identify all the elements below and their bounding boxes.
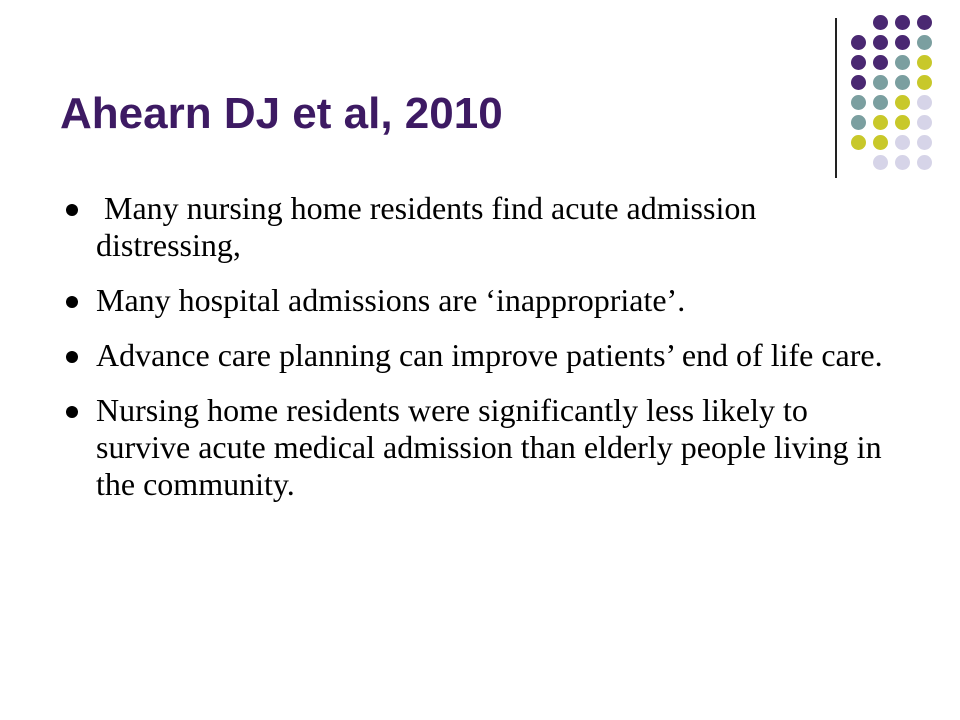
decorative-dot <box>851 135 866 150</box>
bullet-icon <box>66 296 78 308</box>
decorative-dot <box>917 15 932 30</box>
decorative-dot <box>895 15 910 30</box>
bullet-icon <box>66 204 78 216</box>
bullet-text: Many nursing home residents find acute admission distressing, <box>96 190 765 263</box>
bullet-text: Nursing home residents were significantly less likely to survive acute medical admission than elderly people living in the community. <box>96 392 882 502</box>
decorative-dot <box>895 75 910 90</box>
decorative-dot <box>895 35 910 50</box>
decorative-dot <box>873 15 888 30</box>
decorative-dot <box>873 115 888 130</box>
decorative-dot <box>895 155 910 170</box>
decorative-dot <box>917 75 932 90</box>
decorative-dot <box>895 55 910 70</box>
bullet-list <box>60 190 900 521</box>
decorative-dot <box>917 155 932 170</box>
decorative-dot <box>895 115 910 130</box>
decorative-dot <box>873 55 888 70</box>
decorative-dot <box>851 75 866 90</box>
decorative-dot <box>917 135 932 150</box>
bullet-icon <box>66 406 78 418</box>
decorative-dot <box>917 55 932 70</box>
decorative-dot <box>895 95 910 110</box>
decorative-dot <box>895 135 910 150</box>
decorative-dot <box>873 75 888 90</box>
bullet-item <box>60 282 900 319</box>
decorative-dot <box>873 95 888 110</box>
decorative-dot <box>873 135 888 150</box>
decorative-dot <box>851 35 866 50</box>
bullet-text: Advance care planning can improve patients’ end of life care. <box>96 337 883 373</box>
decorative-dot <box>917 95 932 110</box>
decorative-dot <box>917 35 932 50</box>
decorative-dot <box>851 95 866 110</box>
bullet-item <box>60 337 900 374</box>
decorative-dot <box>917 115 932 130</box>
decorative-dot <box>873 35 888 50</box>
decorative-dot <box>851 115 866 130</box>
bullet-icon <box>66 351 78 363</box>
bullet-text: Many hospital admissions are ‘inappropriate’. <box>96 282 686 318</box>
decorative-dot <box>851 55 866 70</box>
bullet-item <box>60 190 900 264</box>
decorative-dot <box>873 155 888 170</box>
slide-title: Ahearn DJ et al, 2010 <box>60 89 503 138</box>
decorative-dot-grid <box>846 12 942 162</box>
bullet-item <box>60 392 900 503</box>
decorative-divider <box>835 18 837 178</box>
